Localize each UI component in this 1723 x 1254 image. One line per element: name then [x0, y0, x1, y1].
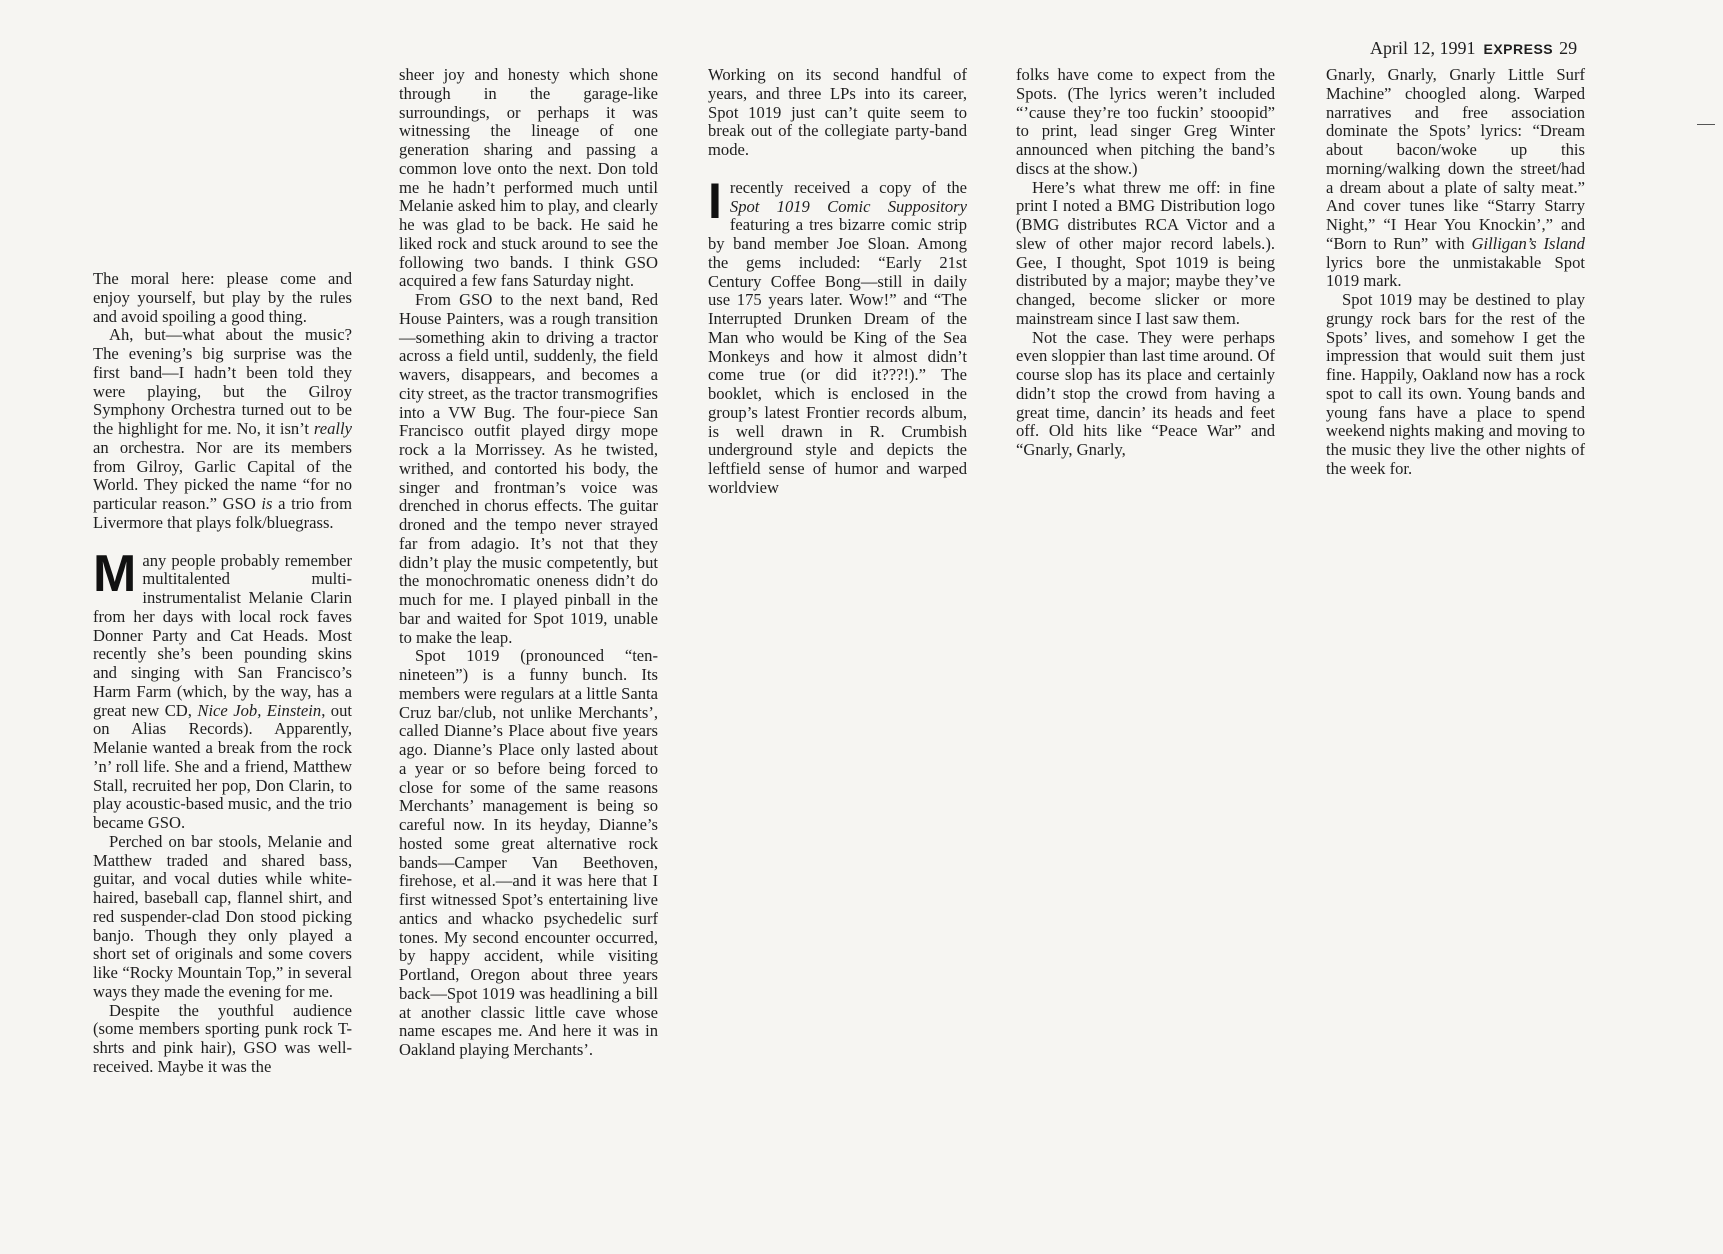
article-paragraph: Here’s what threw me off: in fine print I noted a BMG Distribution logo (BMG distributes RCA Victor and a slew of other major record labels.). Gee, I thought, Spot 1019 is being distributed by a major; maybe they’ve changed, become slicker or more mainstream since I last saw them. [1016, 177, 1275, 328]
article-column-5 [1326, 66, 1585, 479]
article-paragraph: From GSO to the next band, Red House Painters, was a rough transition—something akin to driving a tractor across a field until, suddenly, the field wavers, disappears, and becomes a city street, as the tractor transmogrifies into a VW Bug. The four-piece San Francisco outfit played dirgy mope rock a la Morrissey. As he twisted, writhed, and contorted his body, the singer and frontman’s voice was drenched in chorus effects. The guitar droned and the tempo never strayed far from adagio. It’s not that they didn’t play the music competently, but the monochromatic oneness didn’t do much for me. I played pinball in the bar and waited for Spot 1019, unable to make the leap. [399, 290, 658, 647]
article-paragraph: Spot 1019 may be destined to play grungy rock bars for the rest of the Spots’ lives, and somehow I get the impression that would suit them just fine. Happily, Oakland now has a rock spot to call its own. Young bands and young fans have a place to spend weekend nights making and moving to the music they live the other nights of the week for. [1326, 290, 1585, 478]
drop-cap: M [93, 544, 137, 603]
italic-title: is [261, 494, 273, 513]
italic-title: Spot 1019 Comic Suppository [729, 196, 967, 216]
margin-mark [1697, 124, 1715, 125]
article-paragraph: Despite the youthful audience (some members sporting punk rock T-shrts and pink hair), GSO was well-received. Maybe it was the [93, 1000, 352, 1076]
article-paragraph: Spot 1019 (pronounced “ten-nineteen”) is a funny bunch. Its members were regulars at a little Santa Cruz bar/club, not unlike Merchants’, called Dianne’s Place about five years ago. Dianne’s Place only lasted about a year or so before being forced to close for some of the same reasons Merchants’ management is being so careful now. In its heyday, Dianne’s hosted some great alternative rock bands—Camper Van Beethoven, firehose, et al.—and it was here that I first witnessed Spot’s entertaining live antics and whacko psychedelic surf tones. My second encounter occurred, by happy accident, while visiting Portland, Oregon about three years back—Spot 1019 was headlining a bill at another classic little cave whose name escapes me. And here it was in Oakland playing Merchants’. [399, 646, 658, 1059]
article-paragraph: The moral here: please come and enjoy yourself, but play by the rules and avoid spoiling a good thing. [93, 269, 352, 326]
italic-title: Nice Job, Einstein [197, 700, 322, 720]
italic-title: Gilligan’s Island [1471, 233, 1585, 253]
page-number: 29 [1559, 38, 1578, 58]
article-column-1 [93, 270, 352, 1077]
article-column-3 [708, 66, 967, 498]
issue-date: April 12, 1991 [1370, 38, 1476, 58]
page-header [1370, 38, 1577, 59]
publication-name: EXPRESS [1483, 41, 1554, 57]
article-paragraph: Gnarly, Gnarly, Gnarly Little Surf Machine” choogled along. Warped narratives and free association dominate the Spots’ lyrics: “Dream about bacon/woke up this morning/walking down the street/had a dream about a plate of salty meat.” And cover tunes like “Starry Starry Night,” “I Hear You Knockin’,” and “Born to Run” with Gilligan’s Island lyrics bore the unmistakable Spot 1019 mark. [1326, 65, 1585, 291]
article-paragraph: Working on its second handful of years, and three LPs into its career, Spot 1019 just can’t quite seem to break out of the collegiate party-band mode. [708, 65, 967, 159]
drop-cap: I [708, 172, 722, 229]
article-paragraph: sheer joy and honesty which shone through in the garage-like surroundings, or perhaps it was witnessing the lineage of one generation sharing and passing a common love onto the next. Don told me he hadn’t performed much until Melanie asked him to play, and clearly he was glad to be back. He said he liked rock and stuck around to see the following two bands. I think GSO acquired a few fans Saturday night. [399, 65, 658, 291]
italic-title: really [313, 419, 352, 438]
article-paragraph: folks have come to expect from the Spots. (The lyrics weren’t included “’cause they’re too fuckin’ stooopid” to print, lead singer Greg Winter announced when pitching the band’s discs at the show.) [1016, 65, 1275, 178]
article-column-4 [1016, 66, 1275, 460]
article-paragraph: Not the case. They were perhaps even sloppier than last time around. Of course slop has its place and certainly didn’t stop the crowd from having a great time, dancin’ its heads and feet off. Old hits like “Peace War” and “Gnarly, Gnarly, [1016, 327, 1275, 459]
article-paragraph: Perched on bar stools, Melanie and Matthew traded and shared bass, guitar, and vocal duties while white-haired, baseball cap, flannel shirt, and red suspender-clad Don stood picking banjo. Though they only played a short set of originals and some covers like “Rocky Mountain Top,” in several ways they made the evening for me. [93, 831, 352, 1001]
article-paragraph: Ah, but—what about the music? The evening’s big surprise was the first band—I hadn’t been told they were playing, but the Gilroy Symphony Orchestra turned out to be the highlight for me. No, it isn’t really an orchestra. Nor are its members from Gilroy, Garlic Capital of the World. They picked the name “for no particular reason.” GSO is a trio from Livermore that plays folk/bluegrass. [93, 325, 352, 532]
article-paragraph: Many people probably remember multitalented multi-instrumentalist Melanie Clarin from her days with local rock faves Donner Party and Cat Heads. Most recently she’s been pounding skins and singing with San Francisco’s Harm Farm (which, by the way, has a great new CD, Nice Job, Einstein, out on Alias Records). Apparently, Melanie wanted a break from the rock ’n’ roll life. She and a friend, Matthew Stall, recruited her pop, Don Clarin, to play acoustic-based music, and the trio became GSO. [93, 544, 352, 832]
article-column-2 [399, 66, 658, 1060]
article-paragraph: Irecently received a copy of the Spot 1019 Comic Suppository featuring a tres bizarre comic strip by band member Joe Sloan. Among the gems included: “Early 21st Century Coffee Bong—still in daily use 175 years later. Wow!” and “The Interrupted Drunken Dream of the Man who would be King of the Sea Monkeys and how it almost didn’t come true (or did it???!).” The booklet, which is enclosed in the group’s latest Frontier records album, is well drawn in R. Crumbish underground style and depicts the leftfield sense of humor and warped worldview [708, 172, 967, 497]
